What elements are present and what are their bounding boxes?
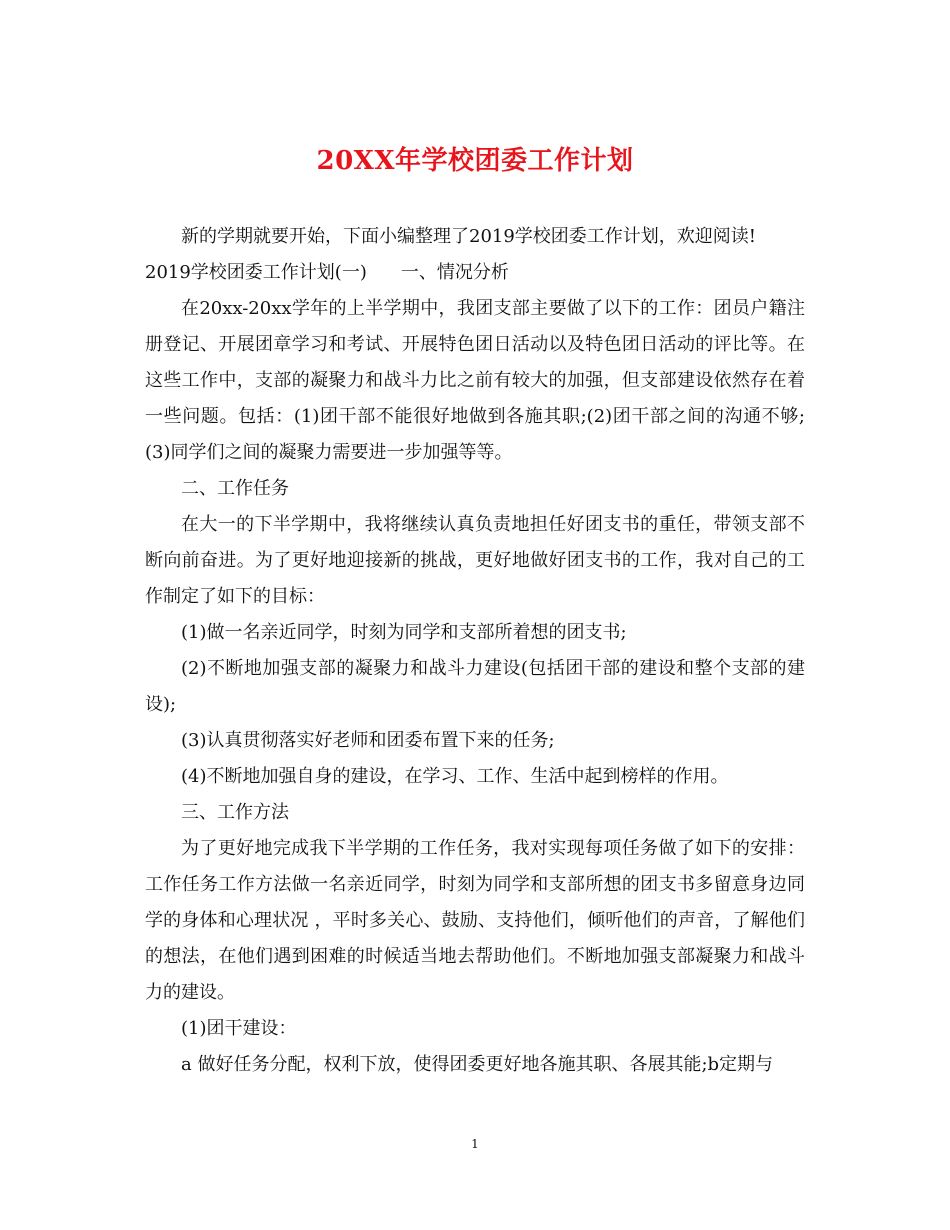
document-title: 20XX年学校团委工作计划: [316, 146, 634, 176]
section-heading-methods: 三、工作方法: [181, 802, 289, 823]
plan-subtitle: 2019学校团委工作计划(一): [145, 262, 367, 283]
paragraph-situation-analysis: 在20xx-20xx学年的上半学期中，我团支部主要做了以下的工作：团员户籍注册登记、开展团章学习和考试、开展特色团日活动以及特色团日活动的评比等。在这些工作中，支部的凝聚力和战斗力比之前有较大的加强，但支部建设依然存在着一些问题。包括：(1)团干部不能很好地做到各施其职;(2)团干部之间的沟通不够;(3)同学们之间的凝聚力需要进一步加强等等。: [145, 298, 805, 463]
document-body: [145, 219, 805, 1083]
section-heading-tasks: 二、工作任务: [181, 478, 289, 499]
page-number: 1: [471, 1137, 479, 1151]
intro-paragraph: 新的学期就要开始，下面小编整理了2019学校团委工作计划，欢迎阅读!: [181, 226, 757, 247]
task-item-3: (3)认真贯彻落实好老师和团委布置下来的任务;: [181, 730, 555, 751]
task-item-2: (2)不断地加强支部的凝聚力和战斗力建设(包括团干部的建设和整个支部的建设);: [145, 658, 805, 715]
subheading-cadre-building: (1)团干建设：: [181, 1018, 297, 1039]
task-item-1: (1)做一名亲近同学，时刻为同学和支部所着想的团支书;: [181, 622, 627, 643]
section-heading-situation: 一、情况分析: [400, 262, 509, 283]
paragraph-methods: 为了更好地完成我下半学期的工作任务，我对实现每项任务做了如下的安排：工作任务工作方法做一名亲近同学，时刻为同学和支部所想的团支书多留意身边同学的身体和心理状况 ，平时多关心、鼓励、支持他们，倾听他们的声音，了解他们的想法，在他们遇到困难的时候适当地去帮助他们。不断地加强支部凝聚力和战斗力的建设。: [145, 838, 805, 1003]
task-item-4: (4)不断地加强自身的建设，在学习、工作、生活中起到榜样的作用。: [181, 766, 729, 787]
paragraph-cadre-building: a 做好任务分配，权利下放，使得团委更好地各施其职、各展其能;b定期与: [181, 1054, 774, 1075]
paragraph-tasks-intro: 在大一的下半学期中，我将继续认真负责地担任好团支书的重任，带领支部不断向前奋进。为了更好地迎接新的挑战，更好地做好团支书的工作，我对自己的工作制定了如下的目标：: [145, 514, 805, 607]
section-heading-line: [145, 255, 805, 291]
